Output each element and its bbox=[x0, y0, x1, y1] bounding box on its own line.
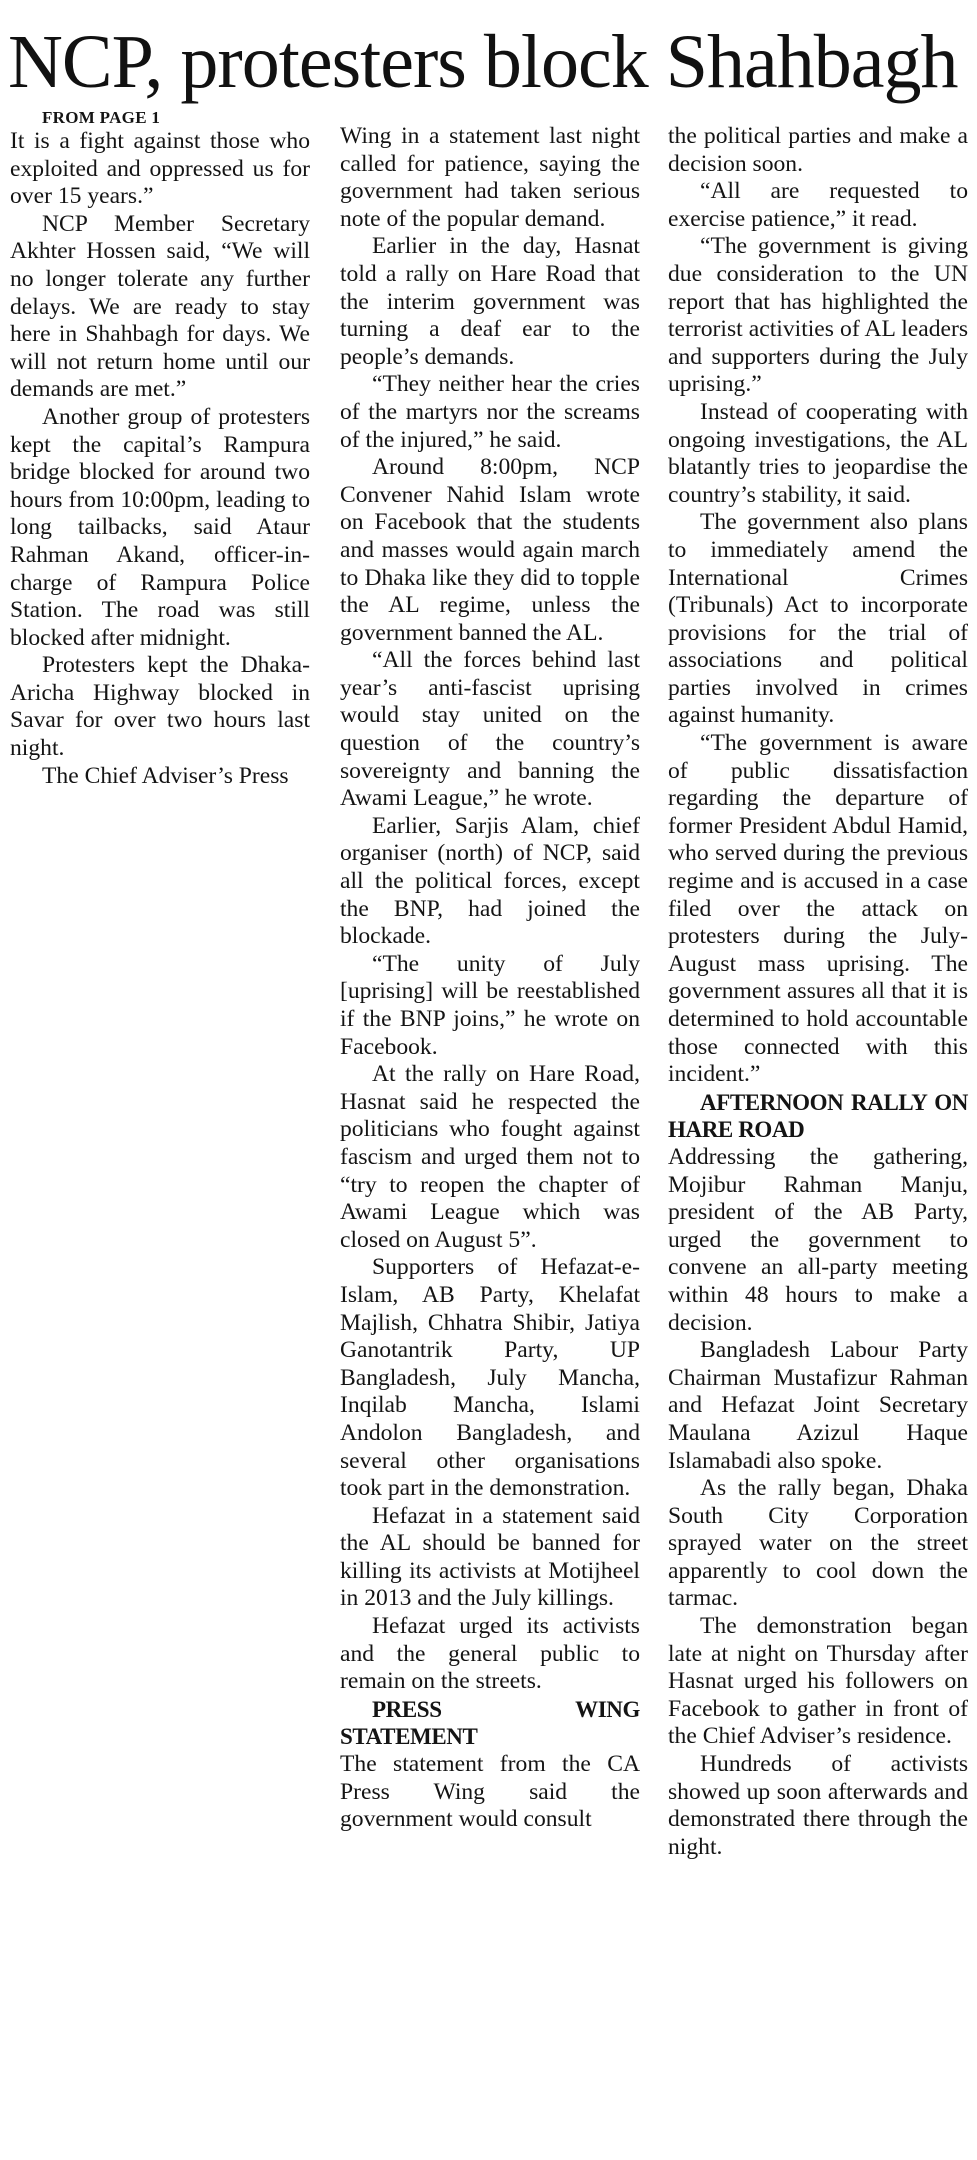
article-column-2 bbox=[340, 123, 640, 1834]
paragraph: Protesters kept the Dhaka-Aricha Highway blocked in Savar for over two hours last night. bbox=[10, 652, 310, 762]
paragraph: The demonstration began late at night on Thursday after Hasnat urged his followers on Facebook to gather in front of the Chief Adviser’s residence. bbox=[668, 1613, 968, 1750]
paragraph: Instead of cooperating with ongoing investigations, the AL blatantly tries to jeopardise the country’s stability, it said. bbox=[668, 398, 968, 508]
paragraph: The statement from the CA Press Wing said the government would consult bbox=[340, 1751, 640, 1833]
paragraph: Supporters of Hefazat-e-Islam, AB Party, Khelafat Majlish, Chhatra Shibir, Jatiya Ganotantrik Party, UP Bangladesh, July Mancha, Inqilab Mancha, Islami Andolon Bangladesh, and several other organisations took part in the demonstration. bbox=[340, 1254, 640, 1502]
paragraph: Another group of protesters kept the capital’s Rampura bridge blocked for around two hours from 10:00pm, leading to long tailbacks, said Ataur Rahman Akand, officer-in-charge of Rampura Police Station. The road was still blocked after midnight. bbox=[10, 403, 310, 651]
paragraph: At the rally on Hare Road, Hasnat said he respected the politicians who fought against fascism and urged them not to “try to reopen the chapter of Awami League which was closed on August 5”. bbox=[340, 1061, 640, 1253]
paragraph: Earlier, Sarjis Alam, chief organiser (north) of NCP, said all the political forces, except the BNP, had joined the blockade. bbox=[340, 812, 640, 950]
article-column-3 bbox=[668, 123, 968, 1861]
paragraph: Earlier in the day, Hasnat told a rally on Hare Road that the interim government was turning a deaf ear to the people’s demands. bbox=[340, 233, 640, 370]
paragraph: The government also plans to immediately amend the International Crimes (Tribunals) Act to incorporate provisions for the trial of associations and political parties involved in crimes against humanity. bbox=[668, 509, 968, 729]
paragraph: It is a fight against those who exploited and oppressed us for over 15 years.” bbox=[10, 128, 310, 210]
paragraph: “The unity of July [uprising] will be reestablished if the BNP joins,” he wrote on Facebook. bbox=[340, 950, 640, 1060]
paragraph: Around 8:00pm, NCP Convener Nahid Islam wrote on Facebook that the students and masses would again march to Dhaka like they did to topple the AL regime, unless the government banned the AL. bbox=[340, 454, 640, 646]
paragraph: NCP Member Secretary Akhter Hossen said, “We will no longer tolerate any further delays. We are ready to stay here in Shahbagh for days. We will not return home until our demands are met.” bbox=[10, 210, 310, 403]
paragraph: Wing in a statement last night called for patience, saying the government had taken serious note of the popular demand. bbox=[340, 123, 640, 232]
article-column-1 bbox=[10, 108, 310, 790]
paragraph: Hefazat urged its activists and the general public to remain on the streets. bbox=[340, 1613, 640, 1695]
paragraph: As the rally began, Dhaka South City Corporation sprayed water on the street apparently to cool down the tarmac. bbox=[668, 1475, 968, 1612]
paragraph: The Chief Adviser’s Press bbox=[42, 762, 289, 789]
paragraph: “All the forces behind last year’s anti-fascist uprising would stay united on the question of the country’s sovereignty and banning the Awami League,” he wrote. bbox=[340, 647, 640, 812]
paragraph: “The government is aware of public dissatisfaction regarding the departure of former President Abdul Hamid, who served during the previous regime and is accused in a case filed over the attack on protesters during the July-August mass uprising. The government assures all that it is determined to hold accountable those connected with this incident.” bbox=[668, 730, 968, 1088]
paragraph: “They neither hear the cries of the martyrs nor the screams of the injured,” he said. bbox=[340, 371, 640, 453]
article-headline: NCP, protesters block Shahbagh bbox=[8, 20, 958, 104]
jump-line: FROM PAGE 1 bbox=[42, 108, 161, 127]
subheading-rally: AFTERNOON RALLY ON HARE ROAD bbox=[668, 1089, 968, 1143]
paragraph: “All are requested to exercise patience,” it read. bbox=[668, 178, 968, 232]
paragraph: “The government is giving due consideration to the UN report that has highlighted the terrorist activities of AL leaders and supporters during the July uprising.” bbox=[668, 233, 968, 398]
paragraph: Hundreds of activists showed up soon afterwards and demonstrated there through the night. bbox=[668, 1751, 968, 1860]
subheading-press-wing: PRESS WING STATEMENT bbox=[340, 1696, 640, 1750]
paragraph: Addressing the gathering, Mojibur Rahman Manju, president of the AB Party, urged the government to convene an all-party meeting within 48 hours to make a decision. bbox=[668, 1143, 968, 1336]
paragraph: the political parties and make a decision soon. bbox=[668, 123, 968, 177]
paragraph: Bangladesh Labour Party Chairman Mustafizur Rahman and Hefazat Joint Secretary Maulana Azizul Haque Islamabadi also spoke. bbox=[668, 1337, 968, 1474]
paragraph: Hefazat in a statement said the AL should be banned for killing its activists at Motijheel in 2013 and the July killings. bbox=[340, 1502, 640, 1612]
